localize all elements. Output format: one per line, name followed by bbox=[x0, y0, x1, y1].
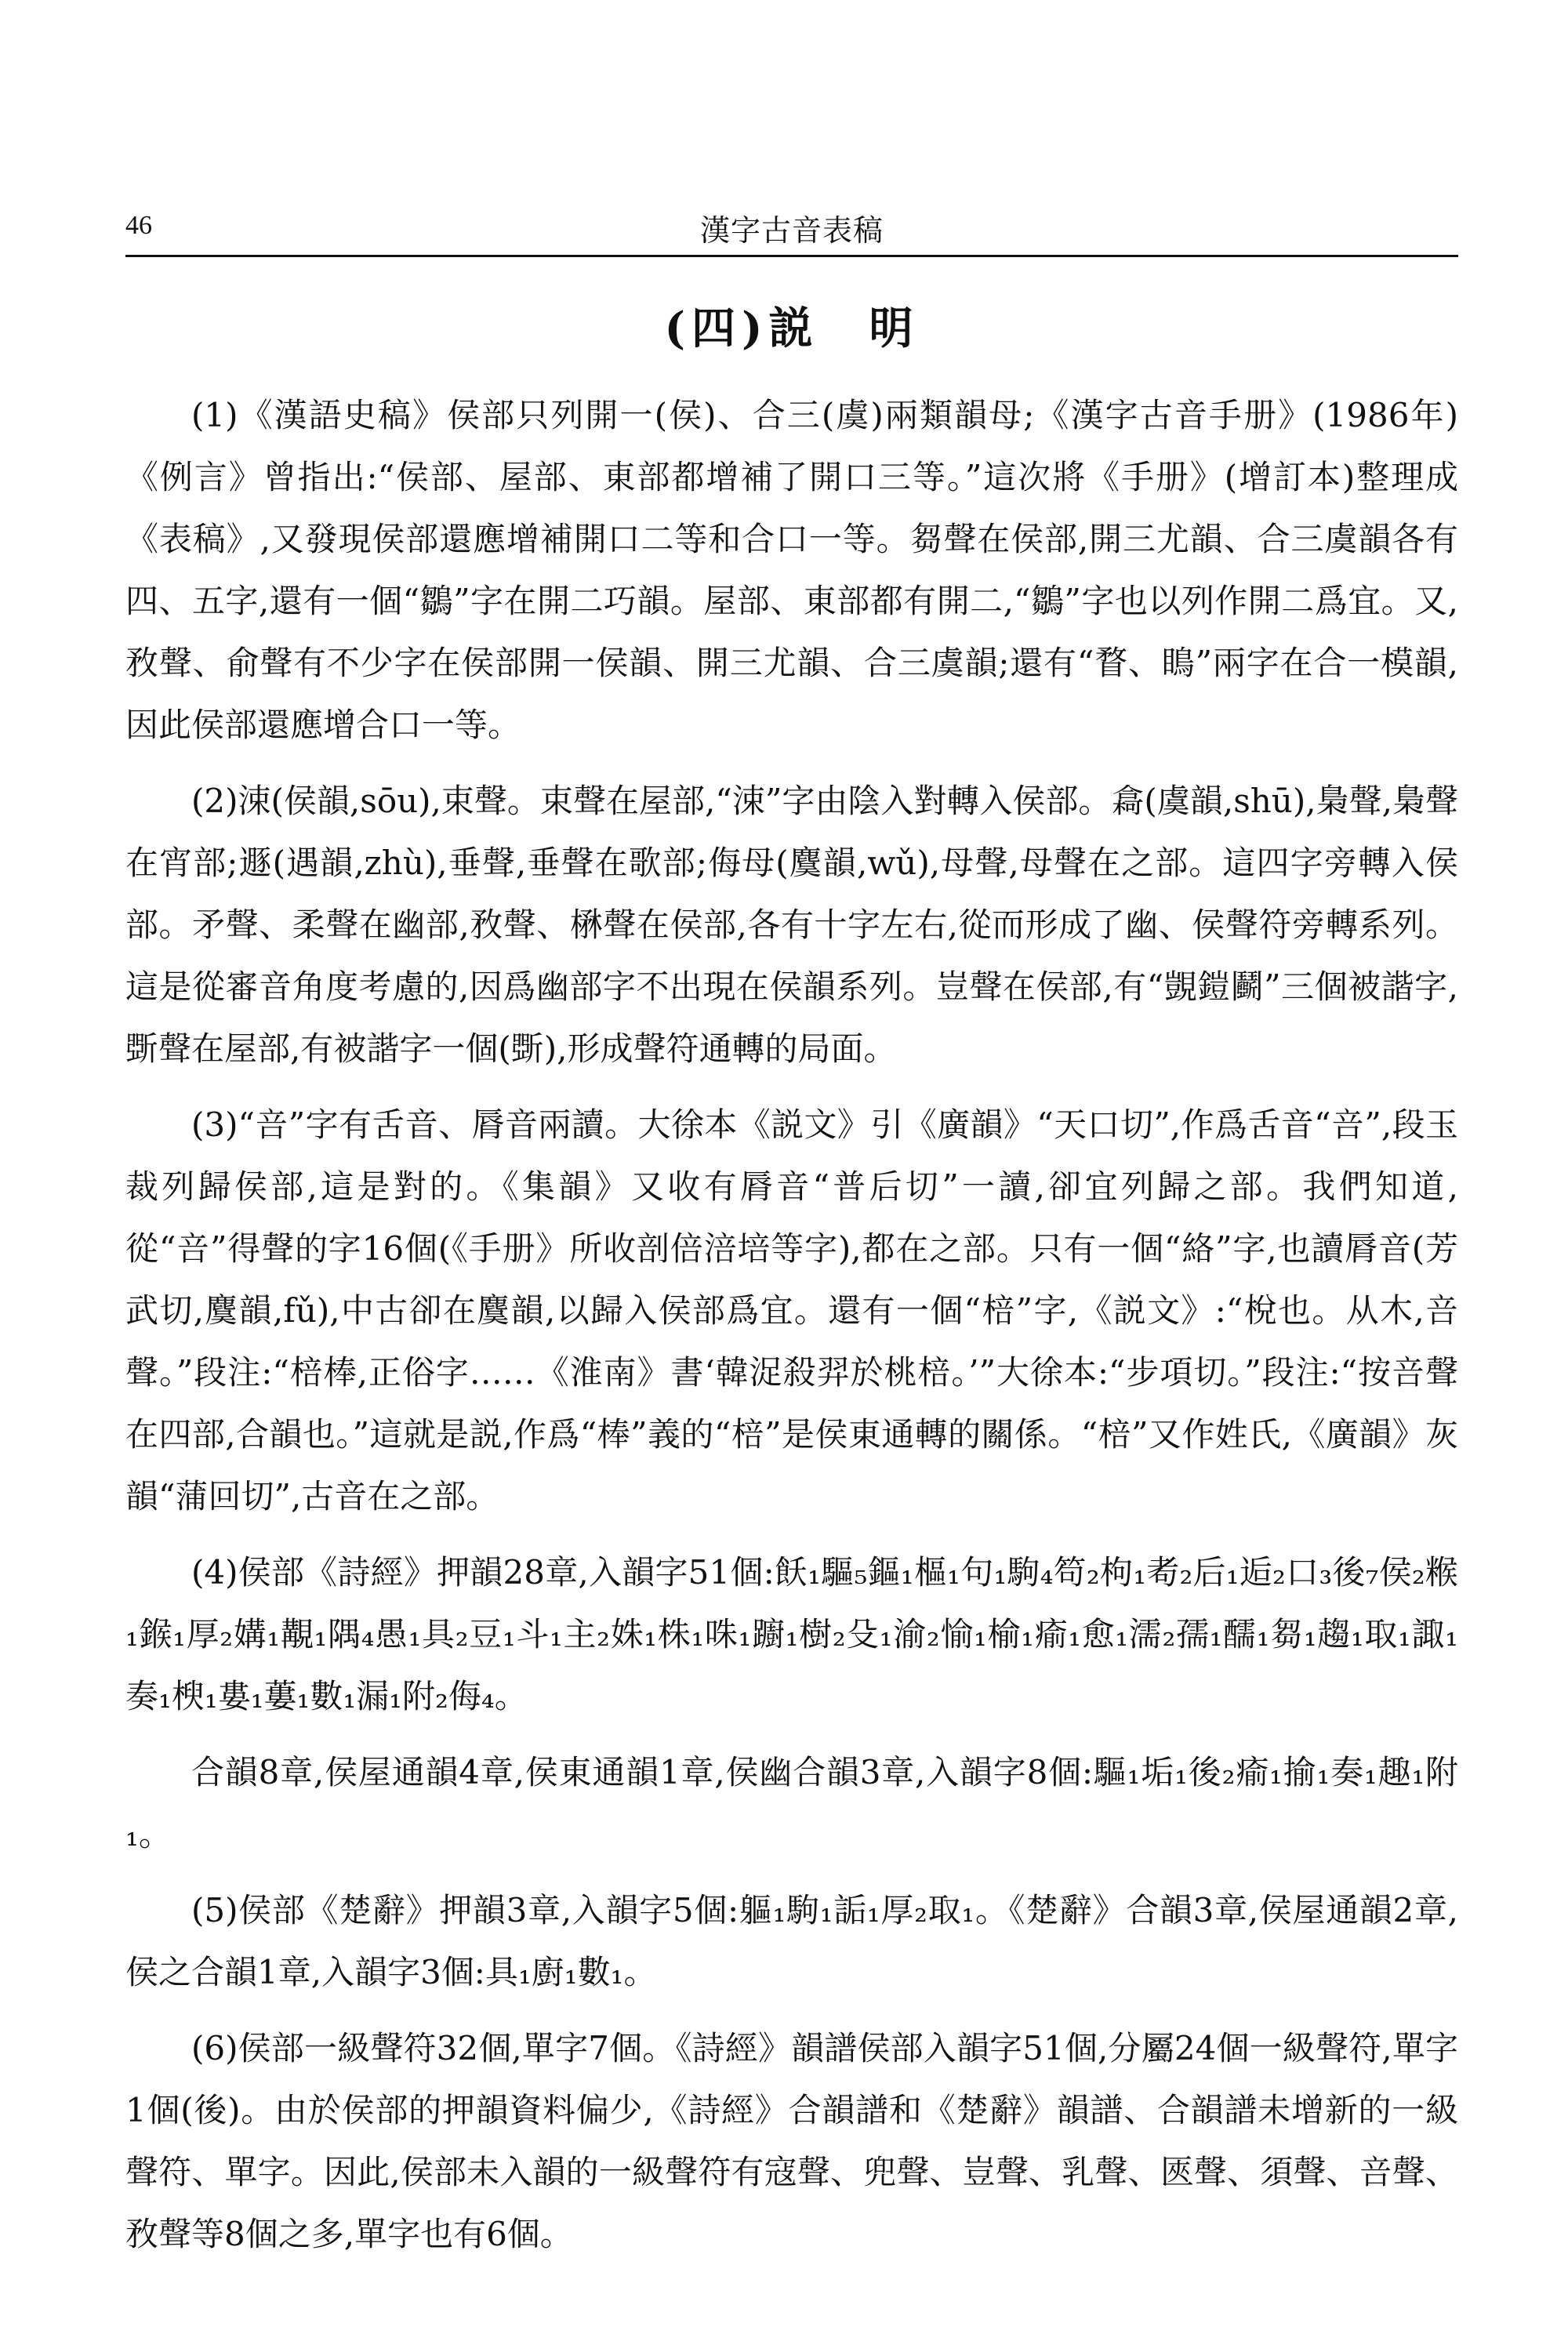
section-title: (四)説 明 bbox=[664, 303, 920, 354]
paragraph-7: (6)侯部一級聲符32個,單字7個。《詩經》韻譜侯部入韻字51個,分屬24個一級聲符,單字1個(後)。由於侯部的押韻資料偏少,《詩經》合韻譜和《楚辭》韻譜、合韻譜未增新的一級聲符、單字。因此,侯部未入韻的一級聲符有寇聲、兜聲、豈聲、乳聲、匧聲、須聲、咅聲、敄聲等8個之多,單字也有6個。 bbox=[125, 2029, 1458, 2253]
paragraph-5: 合韻8章,侯屋通韻4章,侯東通韻1章,侯幽合韻3章,入韻字8個:驅₁垢₁後₂瘉₁揄₁奏₁趣₁附₁。 bbox=[125, 1753, 1458, 1853]
page-number: 46 bbox=[125, 211, 152, 240]
paragraph-3: (3)“咅”字有舌音、脣音兩讀。大徐本《説文》引《廣韻》“天口切”,作爲舌音“咅”,段玉裁列歸侯部,這是對的。《集韻》又收有脣音“普后切”一讀,卻宜列歸之部。我們知道,從“咅”得聲的字16個(《手册》所收剖倍涪培等字),都在之部。只有一個“絡”字,也讀脣音(芳武切,麌韻,fǔ),中古卻在麌韻,以歸入侯部爲宜。還有一個“棓”字,《説文》:“梲也。从木,咅聲。”段注:“棓棒,正俗字……《淮南》書‘韓浞殺羿於桃棓。’”大徐本:“步項切。”段注:“按咅聲在四部,合韻也。”這就是説,作爲“棒”義的“棓”是侯東通轉的關係。“棓”又作姓氏,《廣韻》灰韻“蒲回切”,古音在之部。 bbox=[125, 1105, 1458, 1515]
paragraph-2: (2)涑(侯韻,sōu),束聲。束聲在屋部,“涑”字由陰入對轉入侯部。樖(虞韻,shū),梟聲,梟聲在宵部;遯(遇韻,zhù),垂聲,垂聲在歌部;侮母(麌韻,wǔ),母聲,母聲在之部。這四字旁轉入侯部。矛聲、柔聲在幽部,敄聲、楙聲在侯部,各有十字左右,從而形成了幽、侯聲符旁轉系列。這是從審音角度考慮的,因爲幽部字不出現在侯韻系列。豈聲在侯部,有“覬鎧鬬”三個被諧字,斲聲在屋部,有被諧字一個(斲),形成聲符通轉的局面。 bbox=[125, 782, 1458, 1068]
running-title: 漢字古音表稿 bbox=[699, 213, 884, 248]
paragraph-1: (1)《漢語史稿》侯部只列開一(侯)、合三(虞)兩類韻母;《漢字古音手册》(1986年)《例言》曾指出:“侯部、屋部、東部都增補了開口三等。”這次將《手册》(增訂本)整理成《表稿》,又發現侯部還應增補開口二等和合口一等。芻聲在侯部,開三尤韻、合三虞韻各有四、五字,還有一個“鶵”字在開二巧韻。屋部、東部都有開二,“鶵”字也以列作開二爲宜。又,敄聲、俞聲有不少字在侯部開一侯韻、開三尤韻、合三虞韻;還有“瞀、瞗”兩字在合一模韻,因此侯部還應增合口一等。 bbox=[125, 396, 1458, 744]
body-text bbox=[125, 384, 1458, 2279]
paragraph-6: (5)侯部《楚辭》押韻3章,入韻字5個:軀₁駒₁詬₁厚₂取₁。《楚辭》合韻3章,侯屋通韻2章,侯之合韻1章,入韻字3個:具₁廚₁數₁。 bbox=[125, 1891, 1458, 1991]
paragraph-4: (4)侯部《詩經》押韻28章,入韻字51個:飫₁驅₅鏂₁樞₁句₁駒₄笱₂枸₁耇₂后₁逅₂口₃後₇侯₂糇₁鍭₁厚₂媾₁覯₁隅₄愚₁具₂豆₁斗₁主₂姝₁株₁咮₁躕₁樹₂殳₁渝₂愉₁榆₁瘉₁愈₁濡₂孺₁醹₁芻₁趨₁取₁諏₁奏₁楰₁婁₁蔞₁數₁漏₁附₂侮₄。 bbox=[125, 1553, 1458, 1715]
running-header bbox=[125, 200, 1458, 255]
header-rule bbox=[125, 255, 1458, 257]
